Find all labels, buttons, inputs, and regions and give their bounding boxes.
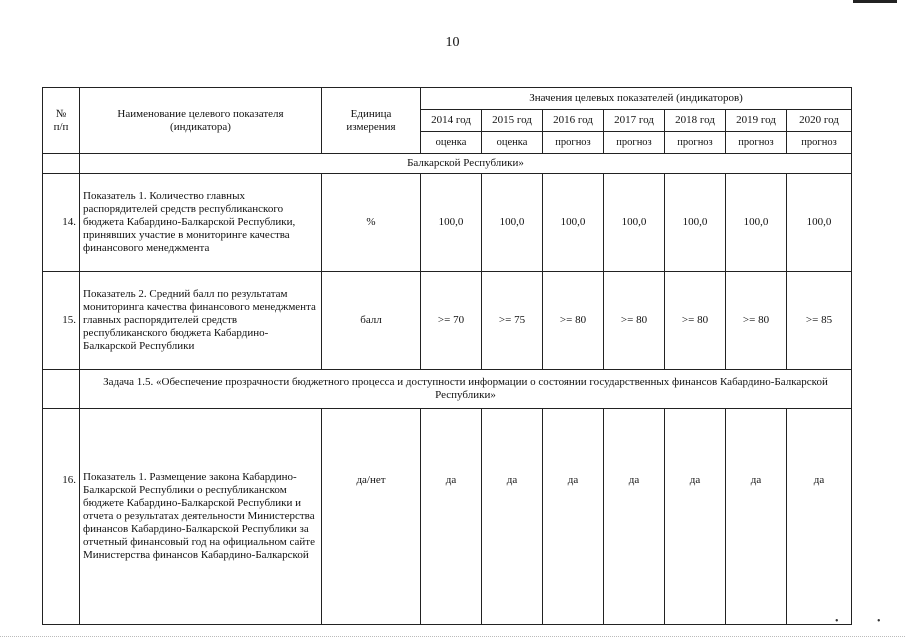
task-empty-cell (43, 370, 80, 409)
header-kind: прогноз (726, 132, 787, 154)
header-year: 2014 год (421, 110, 482, 132)
table-row (43, 409, 852, 625)
header-kind: прогноз (604, 132, 665, 154)
row-value: да (421, 409, 482, 625)
header-kind: прогноз (665, 132, 726, 154)
header-num: № п/п (43, 88, 80, 154)
scan-speck: • (877, 616, 881, 627)
row-name: Показатель 2. Средний балл по результатам мониторинга качества финансового менеджмента главных распорядителей средств республиканского бюджета Кабардино-Балкарской Республики (80, 272, 322, 370)
header-name: Наименование целевого показателя (индикатора) (80, 88, 322, 154)
task-title: Задача 1.5. «Обеспечение прозрачности бюджетного процесса и доступности информации о состоянии государственных финансов Кабардино-Балкарской Республики» (80, 370, 852, 409)
page-number: 10 (445, 35, 460, 50)
row-value: да (726, 409, 787, 625)
row-value: >= 80 (665, 272, 726, 370)
header-kind: оценка (421, 132, 482, 154)
header-year: 2016 год (543, 110, 604, 132)
row-name: Показатель 1. Количество главных распорядителей средств республиканского бюджета Кабардино-Балкарской Республики, принявших участие в мониторинге качества финансового менеджмента (80, 174, 322, 272)
row-value: >= 80 (543, 272, 604, 370)
header-kind: оценка (482, 132, 543, 154)
header-year: 2020 год (787, 110, 852, 132)
header-year: 2017 год (604, 110, 665, 132)
row-value: 100,0 (726, 174, 787, 272)
table-row (43, 174, 852, 272)
row-value: да (543, 409, 604, 625)
row-value: да (482, 409, 543, 625)
row-value: >= 70 (421, 272, 482, 370)
row-num: 15. (43, 272, 80, 370)
section-title: Балкарской Республики» (80, 154, 852, 174)
row-name: Показатель 1. Размещение закона Кабардино-Балкарской Республики о республиканском бюджете Кабардино-Балкарской Республики и отчета о результатах деятельности Министерства финансов Кабардино-Балкарской Республики за отчетный финансовый год на официальном сайте Министерства финансов Кабардино-Балкарской (80, 409, 322, 625)
header-year: 2018 год (665, 110, 726, 132)
row-value: 100,0 (787, 174, 852, 272)
row-value: >= 80 (604, 272, 665, 370)
scan-bottom-edge (0, 636, 905, 638)
table-row (43, 272, 852, 370)
header-values-group: Значения целевых показателей (индикаторов) (421, 88, 852, 110)
scan-speck: • (835, 616, 839, 627)
row-value: да (604, 409, 665, 625)
header-kind: прогноз (543, 132, 604, 154)
row-num: 16. (43, 409, 80, 625)
header-year: 2019 год (726, 110, 787, 132)
row-value: да (787, 409, 852, 625)
header-kind: прогноз (787, 132, 852, 154)
header-year: 2015 год (482, 110, 543, 132)
row-value: 100,0 (421, 174, 482, 272)
header-unit: Единица измерения (322, 88, 421, 154)
row-unit: % (322, 174, 421, 272)
row-value: 100,0 (482, 174, 543, 272)
row-num: 14. (43, 174, 80, 272)
row-unit: да/нет (322, 409, 421, 625)
row-value: 100,0 (543, 174, 604, 272)
section-empty-cell (43, 154, 80, 174)
row-value: >= 80 (726, 272, 787, 370)
scan-corner-mark (853, 0, 897, 3)
row-value: >= 85 (787, 272, 852, 370)
indicators-table (42, 87, 852, 625)
row-value: да (665, 409, 726, 625)
row-unit: балл (322, 272, 421, 370)
row-value: 100,0 (604, 174, 665, 272)
row-value: >= 75 (482, 272, 543, 370)
row-value: 100,0 (665, 174, 726, 272)
